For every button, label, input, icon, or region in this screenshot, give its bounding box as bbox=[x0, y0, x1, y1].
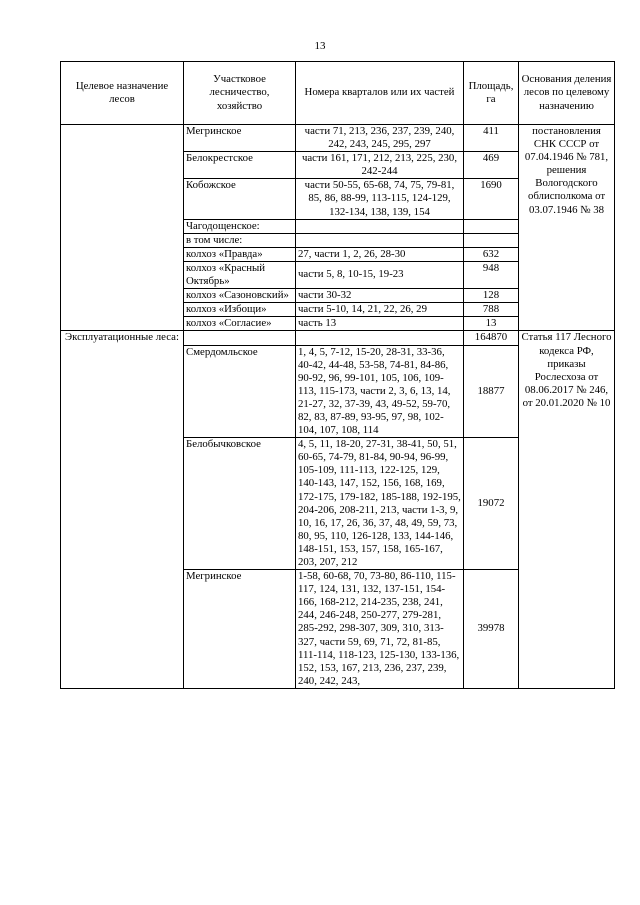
forestry-cell: колхоз «Избощи» bbox=[184, 303, 296, 317]
header-purpose: Целевое назначение лесов bbox=[61, 62, 184, 125]
forestry-cell: Белобычковское bbox=[184, 438, 296, 570]
purpose-cell bbox=[61, 125, 184, 331]
table-row bbox=[61, 331, 615, 345]
forest-purpose-table bbox=[60, 61, 615, 689]
forestry-cell: колхоз «Правда» bbox=[184, 247, 296, 261]
quarters-cell bbox=[296, 233, 464, 247]
quarters-cell bbox=[296, 331, 464, 345]
area-cell: 632 bbox=[464, 247, 519, 261]
forestry-cell: Мегринское bbox=[184, 570, 296, 689]
quarters-cell: части 50-55, 65-68, 74, 75, 79-81, 85, 86, 88-99, 113-115, 124-129, 132-134, 138, 139, 154 bbox=[296, 179, 464, 219]
forestry-cell: Мегринское bbox=[184, 125, 296, 152]
area-cell: 39978 bbox=[464, 570, 519, 689]
area-cell bbox=[464, 233, 519, 247]
forestry-cell: Кобожское bbox=[184, 179, 296, 219]
quarters-cell: части 161, 171, 212, 213, 225, 230, 242-244 bbox=[296, 152, 464, 179]
quarters-cell bbox=[296, 219, 464, 233]
quarters-cell: 1-58, 60-68, 70, 73-80, 86-110, 115-117, 124, 131, 132, 137-151, 154-166, 168-212, 214-235, 238, 241, 244, 246-248, 250-277, 279-281, 285-292, 298-307, 309, 310, 313-327, части 59, 69, 71, 72, 81-85, 111-114, 118-123, 125-130, 133-136, 152, 153, 167, 213, 236, 237, 239, 240, 242, 243, bbox=[296, 570, 464, 689]
area-cell bbox=[464, 219, 519, 233]
table-header-row bbox=[61, 62, 615, 125]
area-cell: 411 bbox=[464, 125, 519, 152]
header-quarters: Номера кварталов или их частей bbox=[296, 62, 464, 125]
area-cell: 788 bbox=[464, 303, 519, 317]
quarters-cell: части 71, 213, 236, 237, 239, 240, 242, 243, 245, 295, 297 bbox=[296, 125, 464, 152]
quarters-cell: части 5, 8, 10-15, 19-23 bbox=[296, 261, 464, 288]
purpose-cell: Эксплуатационные леса: bbox=[61, 331, 184, 689]
forestry-cell: колхоз «Согласие» bbox=[184, 317, 296, 331]
area-cell: 19072 bbox=[464, 438, 519, 570]
quarters-cell: 4, 5, 11, 18-20, 27-31, 38-41, 50, 51, 60-65, 74-79, 81-84, 90-94, 96-99, 105-109, 111-113, 122-125, 129, 140-143, 147, 152, 156, 168, 169, 172-175, 179-182, 185-188, 192-195, 204-206, 208-211, 213, части 1-3, 9, 10, 16, 17, 26, 36, 37, 48, 49, 59, 73, 80, 95, 110, 126-128, 133, 144-146, 148-151, 153, 157, 158, 165-167, 203, 207, 212 bbox=[296, 438, 464, 570]
area-cell: 13 bbox=[464, 317, 519, 331]
quarters-cell: часть 13 bbox=[296, 317, 464, 331]
table-row bbox=[61, 125, 615, 152]
header-basis: Основания деления лесов по целевому назначению bbox=[519, 62, 615, 125]
forestry-cell: колхоз «Красный Октябрь» bbox=[184, 261, 296, 288]
area-cell: 128 bbox=[464, 289, 519, 303]
area-cell: 948 bbox=[464, 261, 519, 288]
forestry-cell bbox=[184, 331, 296, 345]
header-area: Площадь, га bbox=[464, 62, 519, 125]
quarters-cell: части 30-32 bbox=[296, 289, 464, 303]
forestry-cell: в том числе: bbox=[184, 233, 296, 247]
basis-cell: Статья 117 Лесного кодекса РФ, приказы Рослесхоза от 08.06.2017 № 246, от 20.01.2020 № 10 bbox=[519, 331, 615, 689]
area-cell: 469 bbox=[464, 152, 519, 179]
quarters-cell: 1, 4, 5, 7-12, 15-20, 28-31, 33-36, 40-42, 44-48, 53-58, 74-81, 84-86, 90-92, 96, 99-101, 105, 106, 109-113, 115-173, части 2, 3, 6, 13, 14, 21-27, 32, 37-39, 43, 49-52, 59-70, 82, 83, 87-89, 93-95, 97, 98, 102-104, 107, 108, 114 bbox=[296, 345, 464, 438]
quarters-cell: части 5-10, 14, 21, 22, 26, 29 bbox=[296, 303, 464, 317]
forestry-cell: колхоз «Сазоновский» bbox=[184, 289, 296, 303]
forestry-cell: Чагодощенское: bbox=[184, 219, 296, 233]
forestry-cell: Смердомльское bbox=[184, 345, 296, 438]
forestry-cell: Белокрестское bbox=[184, 152, 296, 179]
quarters-cell: 27, части 1, 2, 26, 28-30 bbox=[296, 247, 464, 261]
area-total-cell: 164870 bbox=[464, 331, 519, 345]
page-number: 13 bbox=[314, 40, 326, 52]
header-forestry: Участковое лесничество, хозяйство bbox=[184, 62, 296, 125]
area-cell: 1690 bbox=[464, 179, 519, 219]
basis-cell: постановления СНК СССР от 07.04.1946 № 781, решения Вологодского облисполкома от 03.07.1946 № 38 bbox=[519, 125, 615, 331]
area-cell: 18877 bbox=[464, 345, 519, 438]
